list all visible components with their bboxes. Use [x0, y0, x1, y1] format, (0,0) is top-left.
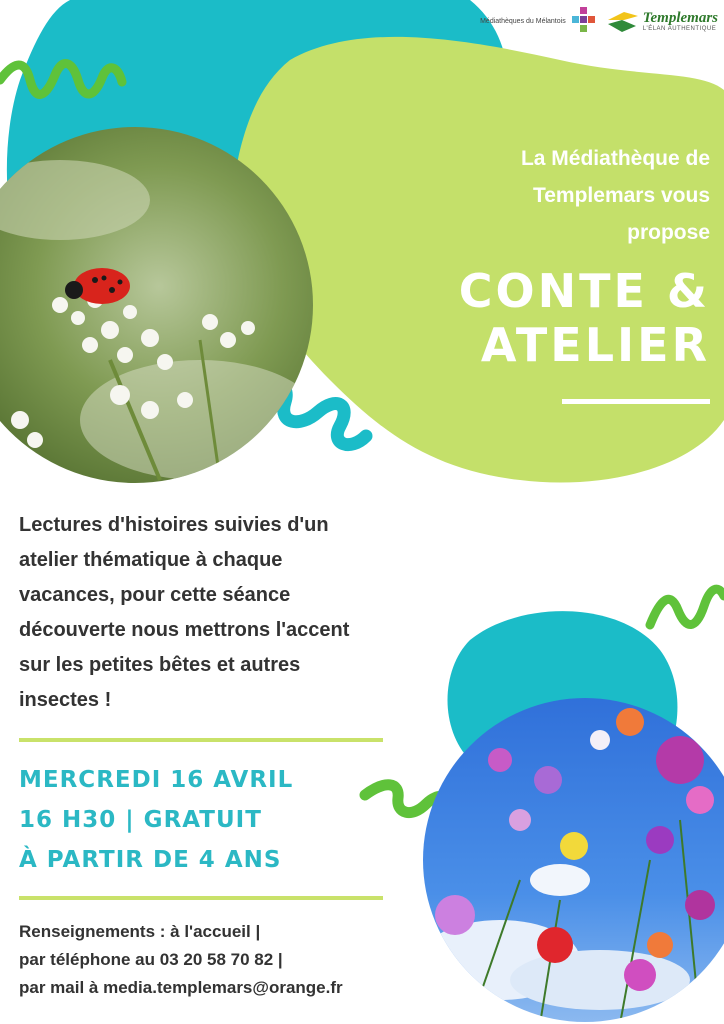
description-line: découverte nous mettrons l'accent [19, 619, 350, 641]
title-line: ATELIER [480, 318, 710, 372]
divider-top [19, 738, 383, 742]
page-title [459, 264, 710, 372]
mediatheque-squares-icon [570, 7, 598, 35]
description-line: sur les petites bêtes et autres [19, 654, 301, 676]
divider-bottom [19, 896, 383, 900]
templemars-logo [606, 6, 718, 36]
templemars-name: Templemars [642, 9, 718, 26]
green-squiggle-right [650, 589, 724, 625]
templemars-tagline: L'ÉLAN AUTHENTIQUE [642, 25, 717, 32]
templemars-flag-icon [606, 6, 640, 36]
mediatheque-logo [480, 7, 598, 35]
event-info [19, 760, 293, 880]
description-line: insectes ! [19, 689, 112, 711]
event-age: À PARTIR DE 4 ANS [19, 847, 282, 873]
mediatheque-logo-text: Médiathèques du Mélantois [480, 17, 566, 25]
event-time-price: 16 H30 | GRATUIT [19, 807, 262, 833]
title-underline [562, 399, 710, 404]
contact-info [19, 918, 343, 1002]
description-line: atelier thématique à chaque [19, 549, 283, 571]
intro-line: Templemars vous [532, 184, 710, 207]
intro-line: La Médiathèque de [520, 147, 710, 170]
contact-line: par mail à media.templemars@orange.fr [19, 978, 343, 997]
description-line: Lectures d'histoires suivies d'un [19, 514, 329, 536]
partner-logos [480, 6, 718, 36]
title-line: CONTE & [458, 264, 710, 318]
intro-line: propose [627, 221, 710, 244]
intro-text [410, 140, 710, 251]
event-date: MERCREDI 16 AVRIL [19, 767, 294, 793]
contact-line: Renseignements : à l'accueil | [19, 922, 261, 941]
contact-line: par téléphone au 03 20 58 70 82 | [19, 950, 283, 969]
description [19, 508, 459, 718]
description-line: vacances, pour cette séance [19, 584, 291, 606]
